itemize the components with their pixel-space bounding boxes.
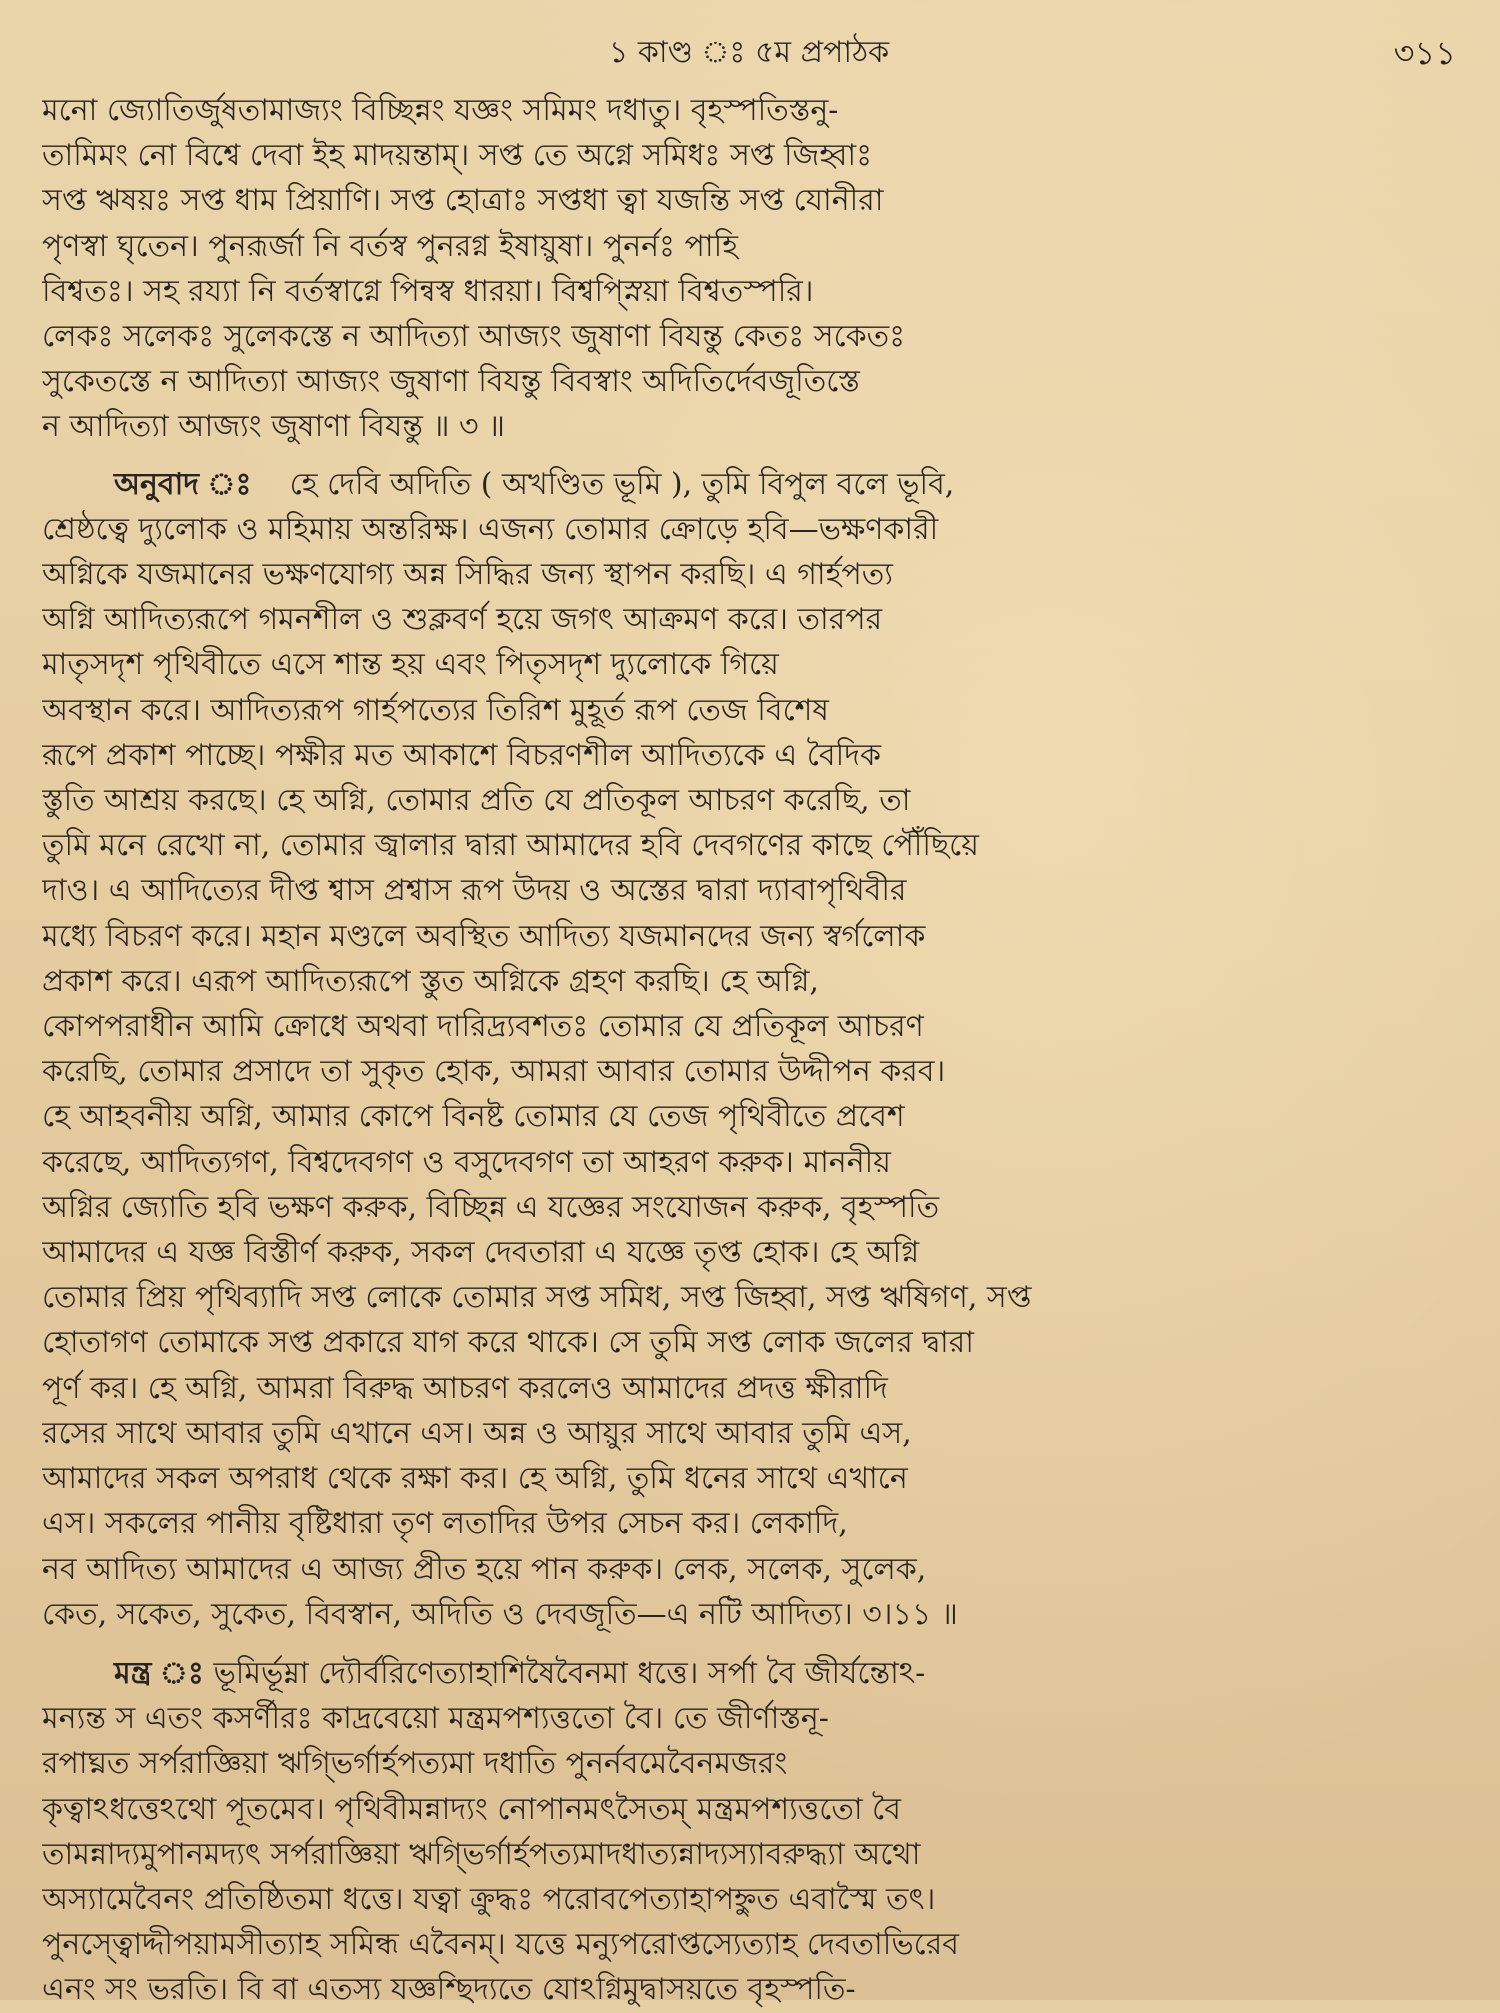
- text-line: কেত, সকেত, সুকেত, বিবস্বান, অদিতি ও দেবজূতি—এ নটি আদিত্য। ৩।১১ ॥: [42, 1596, 958, 1632]
- mantra-next-first-line: ভূমির্ভূম্না দ্যৌর্বরিণেত্যাহাশিষৈবৈনমা ধত্তে। সর্পা বৈ জীর্যন্তোঽ-: [213, 1655, 926, 1691]
- running-header: [42, 28, 1456, 78]
- text-line: আমাদের এ যজ্ঞ বিস্তীর্ণ করুক, সকল দেবতারা এ যজ্ঞে তৃপ্ত হোক। হে অগ্নি: [42, 1235, 920, 1271]
- text-line: রসের সাথে আবার তুমি এখানে এস। অন্ন ও আয়ুর সাথে আবার তুমি এস,: [42, 1415, 912, 1451]
- text-line: অস্যামেবৈনং প্রতিষ্ঠিতমা ধত্তে। যত্বা ক্রুদ্ধঃ পরোবপেত্যাহাপহ্নুত এবাস্মৈ তৎ।: [42, 1881, 936, 1917]
- text-line: শ্রেষ্ঠত্বে দ্যুলোক ও মহিমায় অন্তরিক্ষ। এজন্য তোমার ক্রোড়ে হবি—ভক্ষণকারী: [42, 511, 939, 547]
- translation-label: অনুবাদ ঃ: [114, 466, 252, 502]
- translation-text: [42, 462, 1456, 1637]
- mantra-next-text: [42, 1651, 1456, 2013]
- text-line: কৃত্বাঽধত্তেঽথো পূতমেব। পৃথিবীমন্নাদ্যং নোপানমৎসৈতম্ মন্ত্রমপশ্যত্ততো বৈ: [42, 1791, 901, 1827]
- mantra-text: [42, 88, 1456, 450]
- text-line: অগ্নি আদিত্যরূপে গমনশীল ও শুক্লবর্ণ হয়ে জগৎ আক্রমণ করে। তারপর: [42, 602, 883, 638]
- header-title: ১ কাণ্ড ঃ ৫ম প্রপাঠক: [608, 35, 890, 70]
- text-line: রূপে প্রকাশ পাচ্ছে। পক্ষীর মত আকাশে বিচরণশীল আদিত্যকে এ বৈদিক: [42, 737, 881, 773]
- text-line: অগ্নিকে যজমানের ভক্ষণযোগ্য অন্ন সিদ্ধির জন্য স্থাপন করছি। এ গার্হপত্য: [42, 557, 893, 593]
- text-line: তুমি মনে রেখো না, তোমার জ্বালার দ্বারা আমাদের হবি দেবগণের কাছে পৌঁছিয়ে: [42, 828, 979, 864]
- text-line: প্রকাশ করে। এরূপ আদিত্যরূপে স্তুত অগ্নিকে গ্রহণ করছি। হে অগ্নি,: [42, 963, 819, 999]
- mantra-label: মন্ত্র ঃ: [114, 1655, 204, 1691]
- text-line: মধ্যে বিচরণ করে। মহান মণ্ডলে অবস্থিত আদিত্য যজমানদের জন্য স্বর্গলোক: [42, 918, 926, 954]
- text-line: করেছি, তোমার প্রসাদে তা সুকৃত হোক, আমরা আবার তোমার উদ্দীপন করব।: [42, 1054, 946, 1090]
- text-line: অগ্নির জ্যোতি হবি ভক্ষণ করুক, বিচ্ছিন্ন এ যজ্ঞের সংযোজন করুক, বৃহস্পতি: [42, 1189, 940, 1225]
- text-line: নব আদিত্য আমাদের এ আজ্য প্রীত হয়ে পান করুক। লেক, সলেক, সুলেক,: [42, 1551, 927, 1587]
- text-line: তোমার প্রিয় পৃথিব্যাদি সপ্ত লোকে তোমার সপ্ত সমিধ, সপ্ত জিহ্বা, সপ্ত ঋষিগণ, সপ্ত: [42, 1280, 1032, 1316]
- text-line: অবস্থান করে। আদিত্যরূপ গার্হপত্যের তিরিশ মুহূর্ত রূপ তেজ বিশেষ: [42, 692, 829, 728]
- text-line: করেছে, আদিত্যগণ, বিশ্বদেবগণ ও বসুদেবগণ তা আহরণ করুক। মাননীয়: [42, 1144, 891, 1180]
- text-line: স্তুতি আশ্রয় করছে। হে অগ্নি, তোমার প্রতি যে প্রতিকূল আচরণ করেছি, তা: [42, 783, 911, 819]
- text-line: পূর্ণ কর। হে অগ্নি, আমরা বিরুদ্ধ আচরণ করলেও আমাদের প্রদত্ত ক্ষীরাদি: [42, 1370, 888, 1406]
- text-line: এস। সকলের পানীয় বৃষ্টিধারা তৃণ লতাদির উপর সেচন কর। লেকাদি,: [42, 1506, 848, 1542]
- text-line: হে আহবনীয় অগ্নি, আমার কোপে বিনষ্ট তোমার যে তেজ পৃথিবীতে প্রবেশ: [42, 1099, 905, 1135]
- text-line: সুকেতস্তে ন আদিত্যা আজ্যং জুষাণা বিযন্তু বিবস্বাং অদিতির্দেবজূতিস্তে: [42, 364, 860, 400]
- text-line: বিশ্বতঃ। সহ রয্যা নি বর্তস্বাগ্নে পিন্বস্ব ধারয়া। বিশ্বপ্স্নিয়া বিশ্বতস্পরি।: [42, 273, 814, 309]
- text-line: দাও। এ আদিত্যের দীপ্ত শ্বাস প্রশ্বাস রূপ উদয় ও অস্তের দ্বারা দ্যাবাপৃথিবীর: [42, 873, 907, 909]
- text-line: লেকঃ সলেকঃ সুলেকস্তে ন আদিত্যা আজ্যং জুষাণা বিযন্তু কেতঃ সকেতঃ: [42, 319, 906, 355]
- text-line: ন আদিত্যা আজ্যং জুষাণা বিযন্তু ॥ ৩ ॥: [42, 409, 505, 445]
- text-line: [42, 1651, 1456, 1696]
- text-line: [42, 462, 1456, 507]
- text-line: কোপপরাধীন আমি ক্রোধে অথবা দারিদ্র্যবশতঃ তোমার যে প্রতিকূল আচরণ: [42, 1009, 924, 1045]
- text-line: এনং সং ভরতি। বি বা এতস্য যজ্ঞশ্ছিদ্যতে যোঽগ্নিমুদ্বাসয়তে বৃহস্পতি-: [42, 1972, 856, 2008]
- text-line: পৃণস্বা ঘৃতেন। পুনরূর্জা নি বর্তস্ব পুনরগ্ন ইষায়ুষা। পুনর্নঃ পাহি: [42, 228, 738, 264]
- page-number: ৩১১: [1393, 34, 1456, 72]
- text-line: তামন্নাদ্যমুপানমদ্যৎ সর্পরাজ্ঞিয়া ঋগ্ভির্গার্হপত্যমাদধাত্যন্নাদ্যস্যাবরুদ্ধ্যা অথো: [42, 1836, 921, 1872]
- text-line: রপাঘ্নত সর্পরাজ্ঞিয়া ঋগ্ভির্গার্হপত্যমা দধাতি পুনর্নবমেবৈনমজরং: [42, 1746, 788, 1782]
- text-line: মনো জ্যোতির্জুষতামাজ্যং বিচ্ছিন্নং যজ্ঞং সমিমং দধাতু। বৃহস্পতিস্তনু-: [42, 93, 839, 128]
- translation-first-line: হে দেবি অদিতি ( অখণ্ডিত ভূমি ), তুমি বিপুল বলে ভূবি,: [289, 466, 955, 502]
- text-line: মন্যন্ত স এতং কসর্ণীরঃ কাদ্রবেয়ো মন্ত্রমপশ্যত্ততো বৈ। তে জীর্ণাস্তনূ-: [42, 1701, 829, 1737]
- text-line: মাতৃসদৃশ পৃথিবীতে এসে শান্ত হয় এবং পিতৃসদৃশ দ্যুলোকে গিয়ে: [42, 647, 779, 683]
- text-line: পুনস্ত্বোদ্দীপয়ামসীত্যাহ সমিন্ধ এবৈনম্। যত্তে মন্যুপরোপ্তস্যেত্যাহ দেবতাভিরেব: [42, 1927, 959, 1963]
- text-line: তামিমং নো বিশ্বে দেবা ইহ মাদয়ন্তাম্। সপ্ত তে অগ্নে সমিধঃ সপ্ত জিহ্বাঃ: [42, 138, 873, 174]
- text-line: হোতাগণ তোমাকে সপ্ত প্রকারে যাগ করে থাকে। সে তুমি সপ্ত লোক জলের দ্বারা: [42, 1325, 974, 1361]
- text-line: আমাদের সকল অপরাধ থেকে রক্ষা কর। হে অগ্নি, তুমি ধনের সাথে এখানে: [42, 1461, 908, 1497]
- text-line: সপ্ত ঋষয়ঃ সপ্ত ধাম প্রিয়াণি। সপ্ত হোত্রাঃ সপ্তধা ত্বা যজন্তি সপ্ত যোনীরা: [42, 183, 884, 219]
